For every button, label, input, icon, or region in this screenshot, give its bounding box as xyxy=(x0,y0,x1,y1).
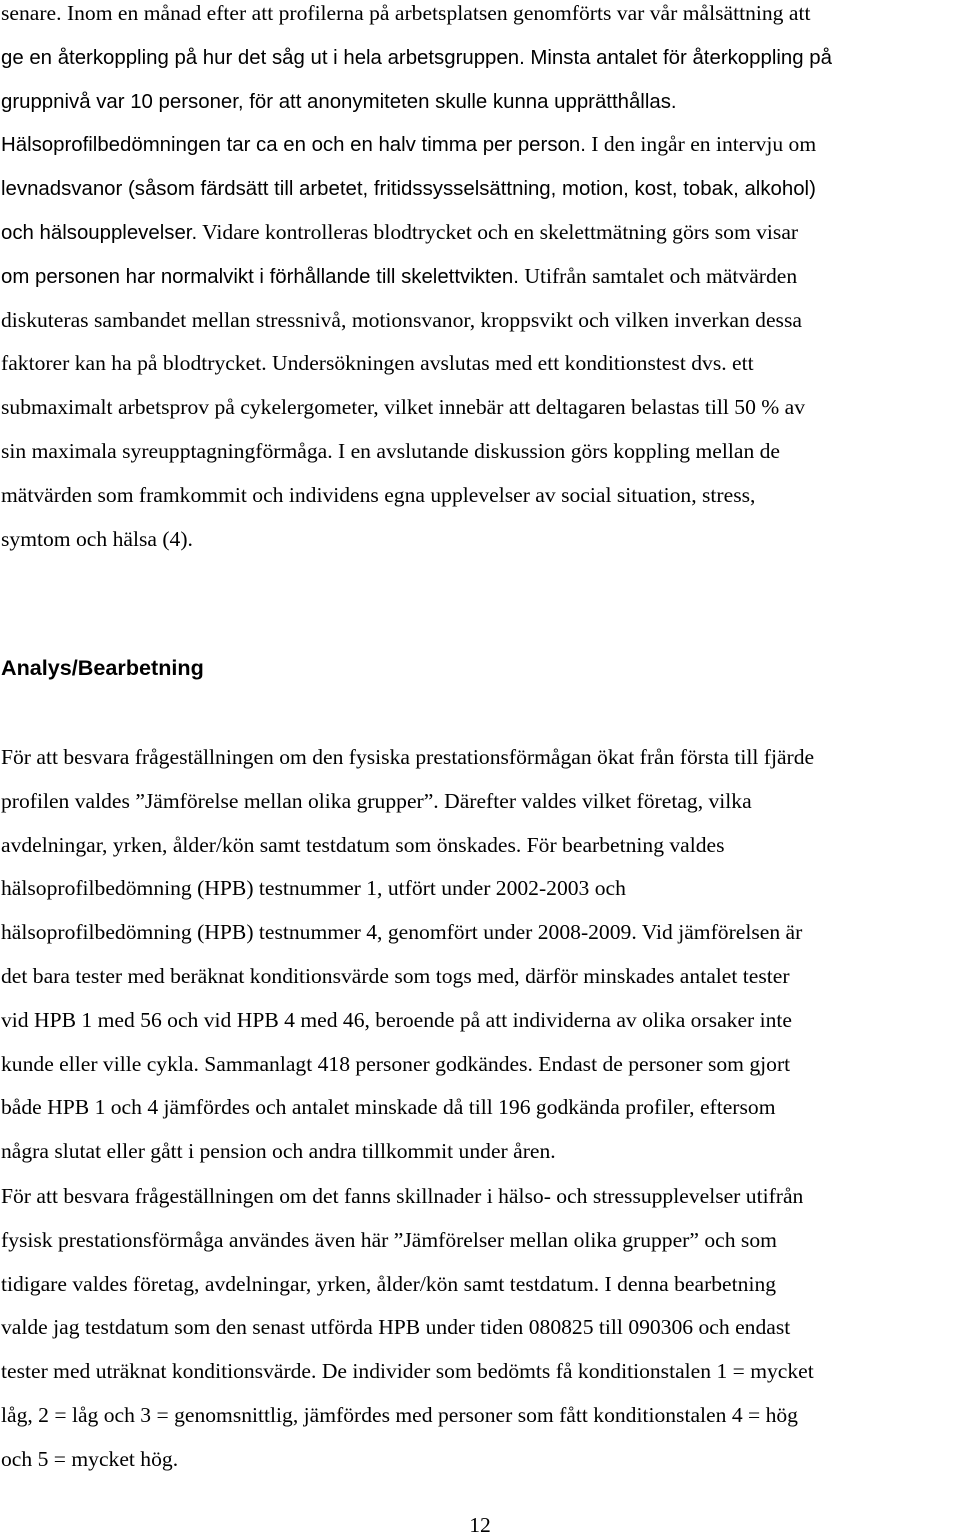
text-line xyxy=(1,306,802,334)
text-line: För att besvara frågeställningen om det fanns skillnader i hälso- och stressupplevelser utifrån xyxy=(1,1184,804,1208)
text-line xyxy=(1,218,798,247)
text-line: profilen valdes ”Jämförelse mellan olika grupper”. Därefter valdes vilket företag, vilka xyxy=(1,788,752,813)
text-segment: senare. Inom en månad efter att profilerna på arbetsplatsen genomförts var vår målsättning att xyxy=(1,1,811,25)
text-line: vid HPB 1 med 56 och vid HPB 4 med 46, beroende på att individerna av olika orsaker inte xyxy=(1,1007,793,1032)
text-segment: ge en återkoppling på hur det såg ut i hela arbetsgruppen. Minsta antalet för återkoppling på xyxy=(1,46,832,69)
text-line xyxy=(1,437,780,465)
text-segment: faktorer kan ha på blodtrycket. Undersökningen avslutas med ett konditionstest dvs. ett xyxy=(1,351,754,376)
text-line xyxy=(1,481,755,509)
text-line: både HPB 1 och 4 jämfördes och antalet minskade då till 196 godkända profiler, eftersom xyxy=(1,1095,776,1120)
text-segment: submaximalt arbetsprov på cykelergometer, vilket innebär att deltagaren belastas till 50 % av xyxy=(1,395,806,420)
text-line xyxy=(1,130,816,159)
text-line: kunde eller ville cykla. Sammanlagt 418 personer godkändes. Endast de personer som gjort xyxy=(1,1051,791,1076)
text-segment: om personen har normalvikt i förhållande till skelettvikten. xyxy=(1,265,519,288)
page-number: 12 xyxy=(469,1513,491,1537)
text-line xyxy=(1,393,805,421)
text-line: hälsoprofilbedömning (HPB) testnummer 1, utfört under 2002-2003 och xyxy=(1,876,626,901)
text-line: avdelningar, yrken, ålder/kön samt testdatum som önskades. För bearbetning valdes xyxy=(1,832,725,857)
text-segment: levnadsvanor (såsom färdsätt till arbetet, fritidssysselsättning, motion, kost, tobak, alkohol) xyxy=(1,178,816,201)
text-segment: Hälsoprofilbedömningen tar ca en och en halv timma per person. xyxy=(1,134,586,157)
text-segment: Utifrån samtalet och mätvärden xyxy=(518,263,798,288)
text-segment: mätvärden som framkommit och individens egna upplevelser av social situation, stress, xyxy=(1,482,756,507)
text-segment: symtom och hälsa (4). xyxy=(1,526,193,551)
text-segment: diskuteras sambandet mellan stressnivå, motionsvanor, kroppsvikt och vilken inverkan dessa xyxy=(1,307,802,332)
text-line: tidigare valdes företag, avdelningar, yrken, ålder/kön samt testdatum. I denna bearbetning xyxy=(1,1271,777,1296)
text-segment: gruppnivå var 10 personer, för att anonymiteten skulle kunna upprätthållas. xyxy=(1,90,677,113)
text-line xyxy=(1,0,810,27)
text-segment: sin maximala syreupptagningförmåga. I en avslutande diskussion görs koppling mellan de xyxy=(1,439,781,463)
text-segment: Vidare kontrolleras blodtrycket och en skelettmätning görs som visar xyxy=(197,220,799,244)
text-line xyxy=(1,349,754,377)
text-line xyxy=(1,87,677,116)
section-heading: Analys/Bearbetning xyxy=(1,655,204,680)
text-line: fysisk prestationsförmåga användes även här ”Jämförelser mellan olika grupper” och som xyxy=(1,1227,777,1252)
text-line: det bara tester med beräknat konditionsvärde som togs med, därför minskades antalet tester xyxy=(1,964,790,988)
text-segment: och hälsoupplevelser. xyxy=(1,222,198,244)
text-line xyxy=(1,43,832,72)
text-line: några slutat eller gått i pension och andra tillkommit under åren. xyxy=(1,1139,556,1164)
text-line xyxy=(1,174,816,203)
text-line: och 5 = mycket hög. xyxy=(1,1446,179,1471)
text-line: låg, 2 = låg och 3 = genomsnittlig, jämfördes med personer som fått konditionstalen 4 = hög xyxy=(1,1403,798,1427)
text-line: hälsoprofilbedömning (HPB) testnummer 4, genomfört under 2008-2009. Vid jämförelsen är xyxy=(1,920,803,945)
text-segment: I den ingår en intervju om xyxy=(585,132,817,157)
text-line xyxy=(1,525,193,553)
text-line: tester med uträknat konditionsvärde. De individer som bedömts få konditionstalen 1 = mycket xyxy=(1,1359,814,1384)
text-line: valde jag testdatum som den senast utförda HPB under tiden 080825 till 090306 och endast xyxy=(1,1315,791,1340)
text-line xyxy=(1,262,797,291)
text-line: För att besvara frågeställningen om den fysiska prestationsförmågan ökat från första till fjärde xyxy=(1,745,815,769)
